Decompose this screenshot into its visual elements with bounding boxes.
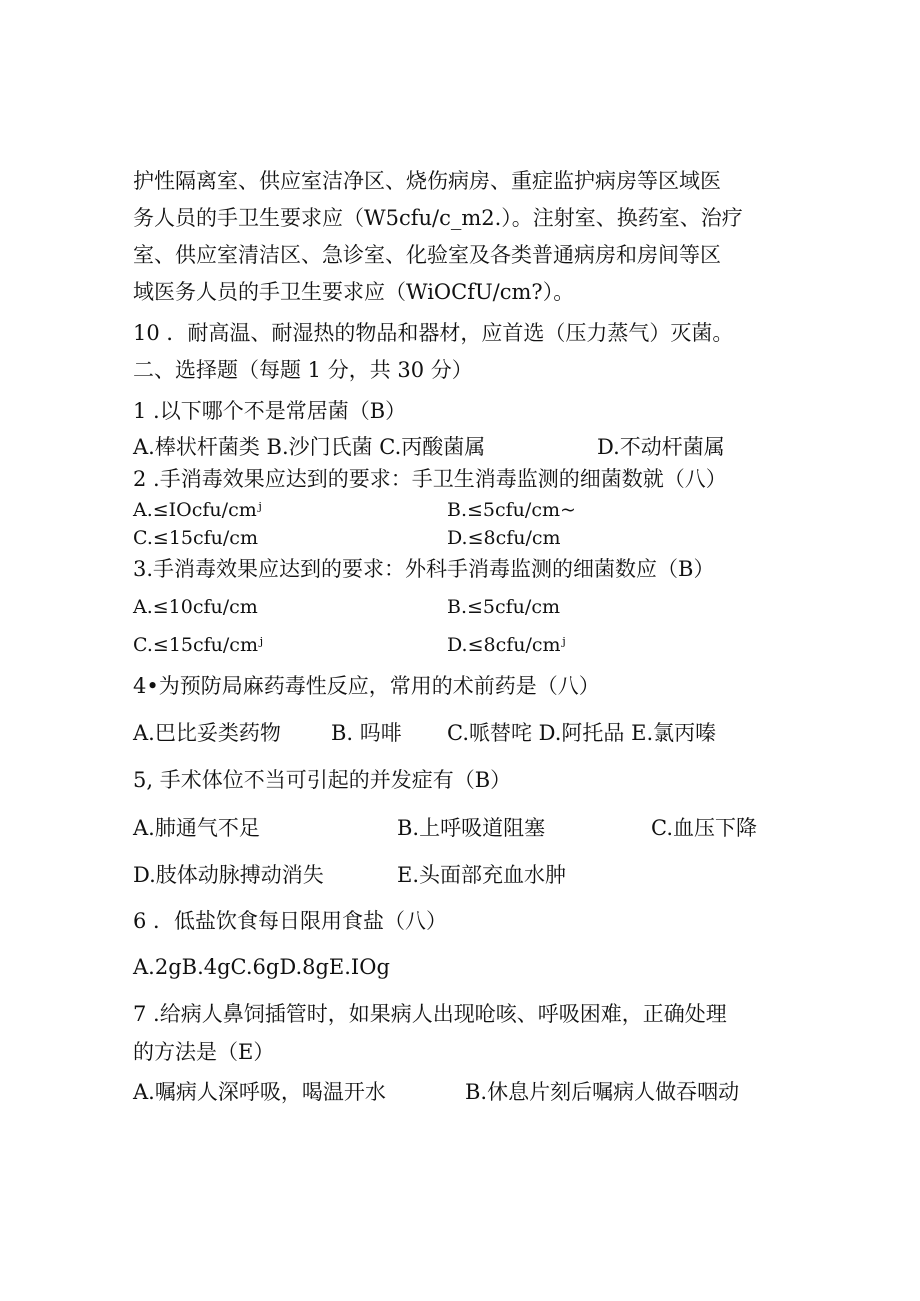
question-option: D.≤8cfu/cm <box>447 527 561 549</box>
question-option: A.巴比妥类药物 <box>133 721 281 745</box>
question-option: D.不动杆菌属 <box>597 435 725 459</box>
question-option: B.上呼吸道阻塞 <box>397 816 546 840</box>
question-option: A.≤10cfu/cm <box>133 596 258 618</box>
question-option: B.休息片刻后嘱病人做吞咽动 <box>465 1080 740 1104</box>
item-10: 10 ．耐高温、耐湿热的物品和器材，应首选（压力蒸气）灭菌。 <box>133 321 734 345</box>
question-option: A.2gB.4gC.6gD.8gE.IOg <box>133 955 390 979</box>
question-option: B.≤5cfu/cm~ <box>447 499 576 521</box>
question-option: D.肢体动脉搏动消失 <box>133 863 324 887</box>
paragraph-line: 务人员的手卫生要求应（W5cfu/c_m2.）。注射室、换药室、治疗 <box>133 206 743 230</box>
question-option: B.≤5cfu/cm <box>447 596 560 618</box>
question-option: E.头面部充血水肿 <box>397 863 567 887</box>
question-option: B. 吗啡 <box>331 721 402 745</box>
question-stem: 7 .给病人鼻饲插管时，如果病人出现呛咳、呼吸困难，正确处理 <box>133 1002 727 1026</box>
question-option: A.肺通气不足 <box>133 816 260 840</box>
question-option: C.哌替咤 D.阿托品 E.氯丙嗪 <box>447 721 717 745</box>
question-stem: 6 ．低盐饮食每日限用食盐（八） <box>133 909 448 933</box>
paragraph-line: 室、供应室清洁区、急诊室、化验室及各类普通病房和房间等区 <box>133 243 721 267</box>
question-stem: 2 .手消毒效果应达到的要求：手卫生消毒监测的细菌数就（八） <box>133 467 727 491</box>
question-option: A.棒状杆菌类 B.沙门氏菌 C.丙酸菌属 <box>133 435 486 459</box>
question-stem: 的方法是（E） <box>133 1040 275 1064</box>
question-option: D.≤8cfu/cmʲ <box>447 634 566 656</box>
question-stem: 1 .以下哪个不是常居菌（B） <box>133 399 407 423</box>
paragraph-line: 护性隔离室、供应室洁净区、烧伤病房、重症监护病房等区域医 <box>133 169 721 193</box>
question-option: A.≤IOcfu/cmʲ <box>133 499 262 521</box>
question-option: A.嘱病人深呼吸，喝温开水 <box>133 1080 386 1104</box>
question-option: C.≤15cfu/cmʲ <box>133 634 263 656</box>
question-stem: 4•为预防局麻药毒性反应，常用的术前药是（八） <box>133 674 600 698</box>
question-option: C.≤15cfu/cm <box>133 527 258 549</box>
section-title: 二、选择题（每题 1 分，共 30 分） <box>133 358 473 382</box>
paragraph-line: 域医务人员的手卫生要求应（WiOCfU/cm?）。 <box>133 280 575 304</box>
question-stem: 3.手消毒效果应达到的要求：外科手消毒监测的细菌数应（B） <box>133 557 715 581</box>
question-stem: 5, 手术体位不当可引起的并发症有（B） <box>133 768 512 792</box>
question-option: C.血压下降 <box>651 816 757 840</box>
